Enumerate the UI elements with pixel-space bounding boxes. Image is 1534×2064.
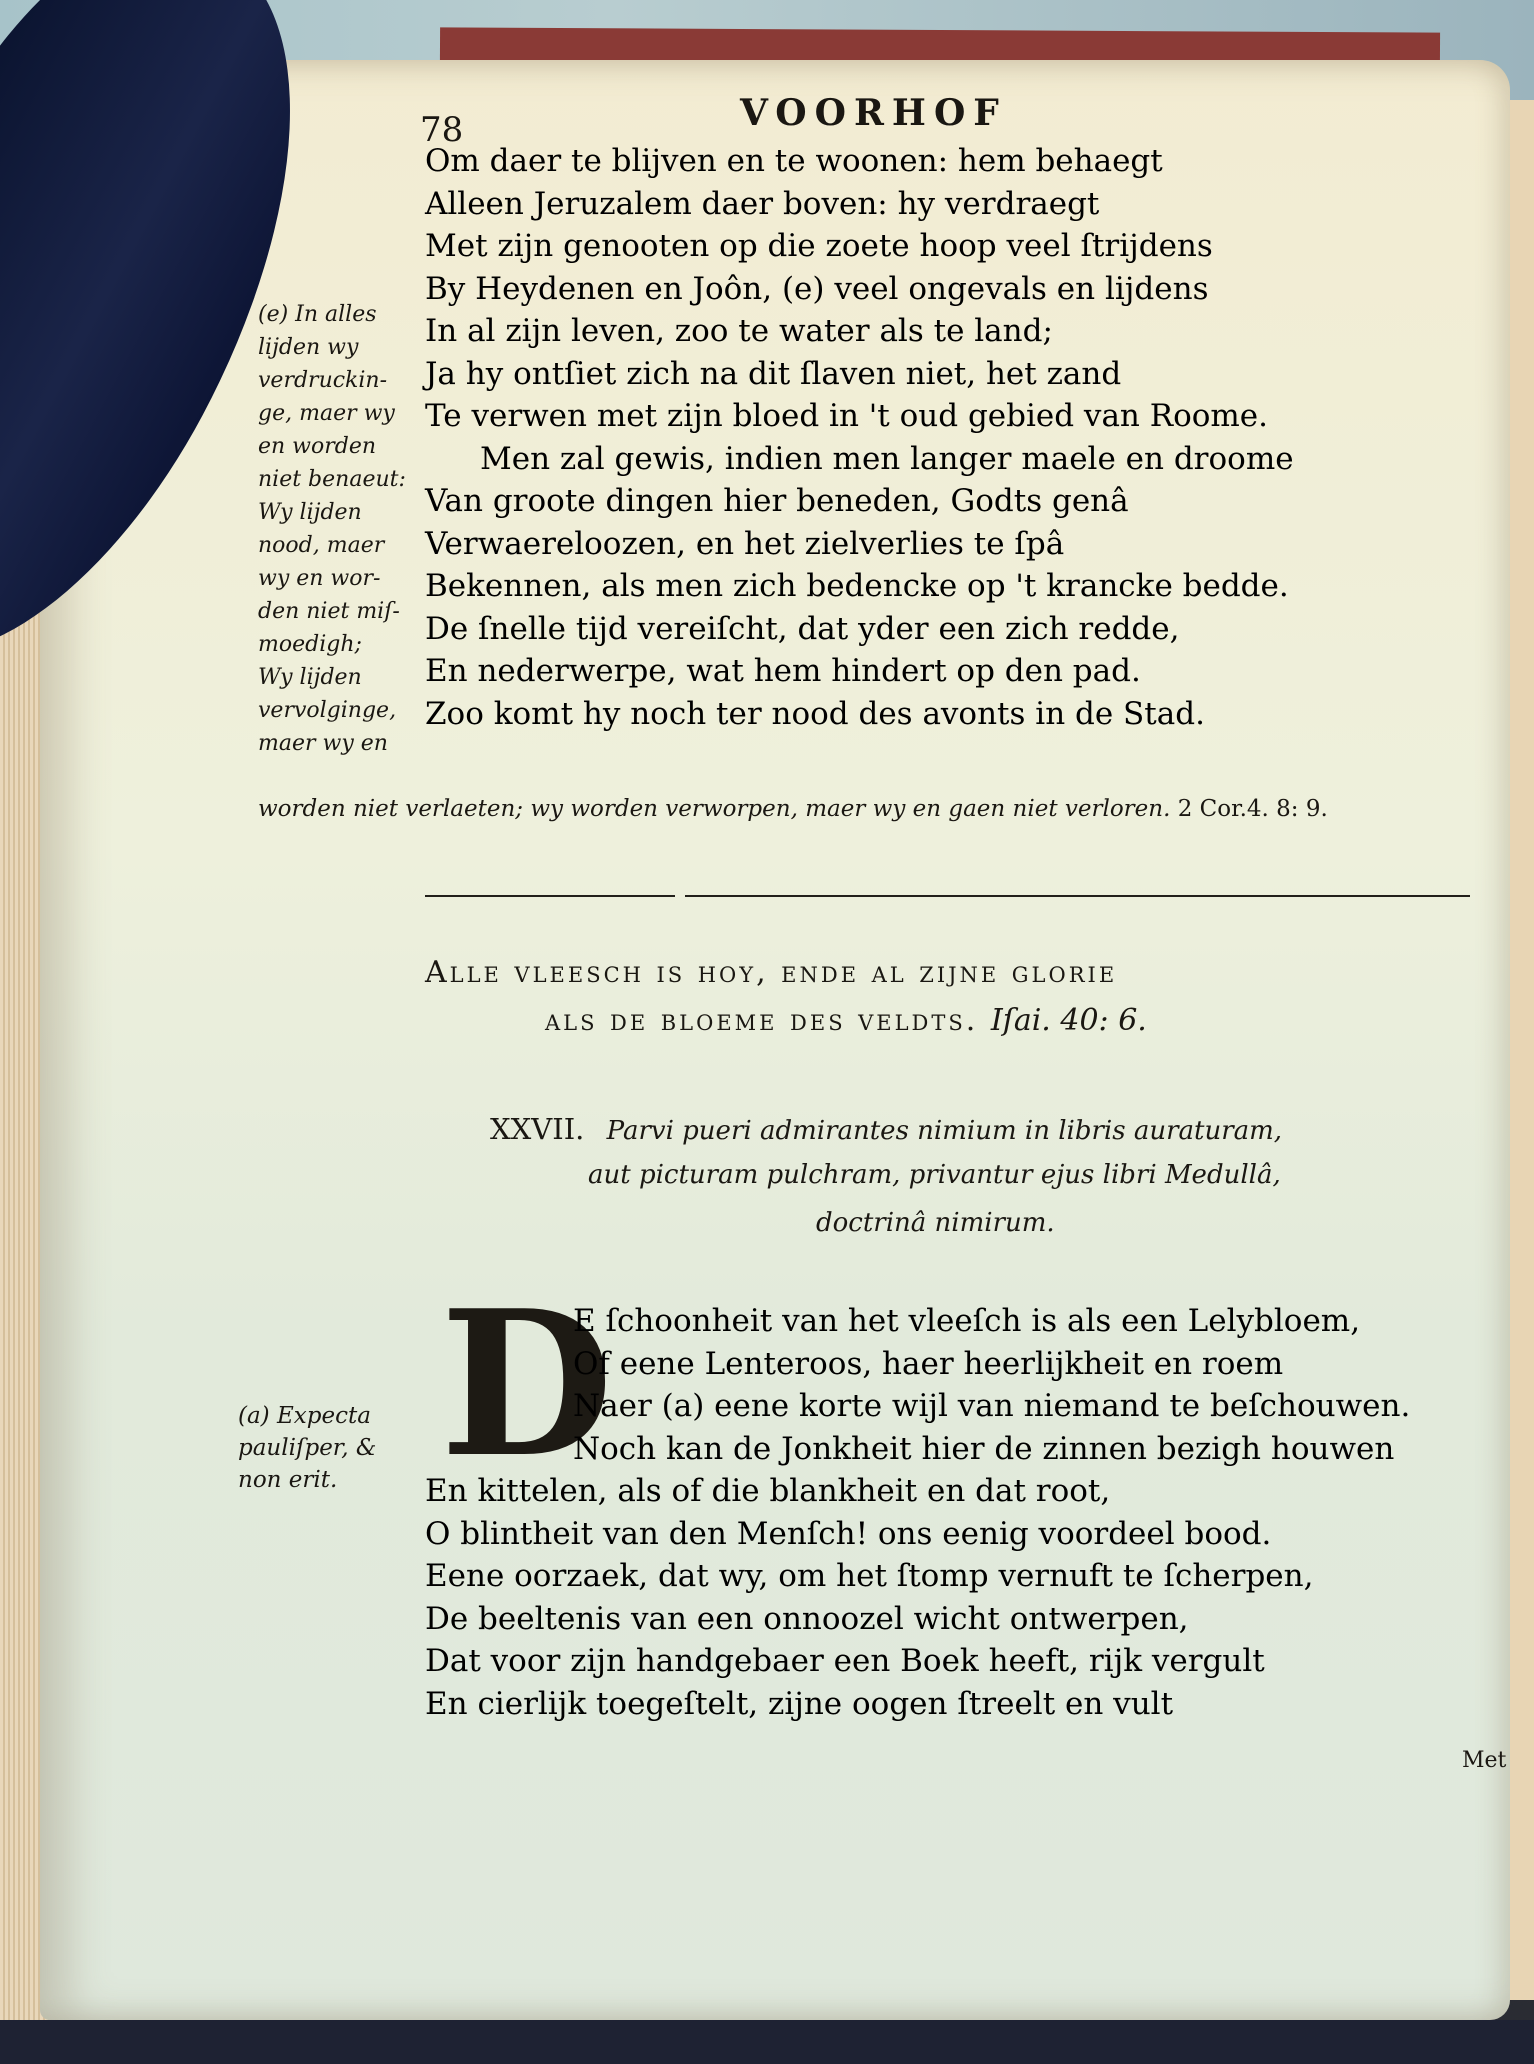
margin-note-line: vervolginge, <box>258 698 397 723</box>
running-title: VOORHOF <box>740 92 1007 134</box>
latin-line-2: aut picturam pulchram, privantur ejus libri Medullâ, <box>588 1160 1281 1190</box>
motto-text: als de bloeme des veldts. <box>545 1003 979 1038</box>
margin-note-line: Wy lijden <box>258 500 362 525</box>
poem-line: By Heydenen en Joôn, (e) veel ongevals en lijdens <box>425 270 1209 307</box>
motto-line-2 <box>545 1003 1147 1038</box>
poem-stanza-1 <box>425 140 1294 735</box>
margin-note-line: lijden wy <box>258 335 359 360</box>
poem-line: E ſchoonheit van het vleeſch is als een Lelybloem, <box>573 1303 1361 1339</box>
poem-line: En cierlijk toegeſtelt, zijne oogen ſtreelt en vult <box>425 1685 1174 1722</box>
latin-text: Parvi pueri admirantes nimium in libris auraturam, <box>606 1116 1283 1146</box>
latin-line-1 <box>490 1112 1282 1146</box>
poem-line: O blintheit van den Menſch! ons eenig voordeel bood. <box>425 1515 1272 1552</box>
motto-reference: Iſai. 40: 6. <box>990 1003 1147 1038</box>
poem-line: Met zijn genooten op die zoete hoop veel ſtrijdens <box>425 228 1213 264</box>
poem-line: En nederwerpe, wat hem hindert op den pad. <box>425 653 1141 689</box>
footnote-text: worden niet verlaeten; wy worden verworpen, maer wy en gaen niet verloren. <box>258 796 1171 822</box>
margin-note-line: (a) Expecta <box>238 1403 371 1429</box>
poem-line: Eene oorzaek, dat wy, om het ſtomp vernuft te ſcherpen, <box>425 1558 1314 1594</box>
catchword: Met <box>1462 1748 1507 1773</box>
footnote-reference: 2 Cor.4. 8: 9. <box>1177 796 1328 822</box>
poem-line: Ja hy ontſiet zich na dit ſlaven niet, het zand <box>425 355 1122 392</box>
poem-line: Naer (a) eene korte wijl van niemand te beſchouwen. <box>573 1388 1411 1424</box>
poem-line: Noch kan de Jonkheit hier de zinnen bezigh houwen <box>573 1430 1395 1467</box>
table-surface <box>0 2020 1534 2064</box>
divider-rule <box>685 895 1470 897</box>
margin-note-line: pauliſper, & <box>238 1435 377 1461</box>
margin-note-e <box>258 298 406 760</box>
poem-line: Bekennen, als men zich bedencke op 't krancke bedde. <box>425 568 1289 604</box>
emblem-number: XXVII. <box>490 1112 585 1146</box>
margin-note-line: maer wy en <box>258 731 388 756</box>
margin-note-line: (e) In alles <box>258 302 377 327</box>
margin-note-line: den niet miſ- <box>258 599 400 624</box>
poem-line: Dat voor zijn handgebaer een Boek heeft, rijk vergult <box>425 1643 1265 1679</box>
poem-line: Zoo komt hy noch ter nood des avonts in de Stad. <box>425 695 1205 732</box>
drop-capital: D <box>440 1267 614 1502</box>
margin-note-line: moedigh; <box>258 632 362 657</box>
page-number: 78 <box>420 110 464 150</box>
footnote-line <box>258 796 1328 822</box>
poem-line: Men zal gewis, indien men langer maele en droome <box>480 440 1294 477</box>
poem-line: Alleen Jeruzalem daer boven: hy verdraegt <box>425 185 1100 222</box>
poem-line: Of eene Lenteroos, haer heerlijkheit en roem <box>573 1345 1284 1382</box>
poem-stanza-2 <box>425 1300 1410 1725</box>
margin-note-line: Wy lijden <box>258 665 362 690</box>
poem-line: In al zijn leven, zoo te water als te land; <box>425 313 1053 349</box>
poem-line: Te verwen met zijn bloed in 't oud gebied van Roome. <box>425 398 1269 434</box>
margin-note-line: niet benaeut: <box>258 467 406 492</box>
margin-note-a <box>238 1400 376 1496</box>
poem-line: Om daer te blijven en te woonen: hem behaegt <box>425 143 1163 179</box>
poem-line: De ſnelle tijd vereiſcht, dat yder een zich redde, <box>425 610 1180 647</box>
poem-line: En kittelen, als of die blankheit en dat root, <box>425 1473 1111 1509</box>
margin-note-line: verdruckin- <box>258 368 388 393</box>
latin-line-3: doctrinâ nimirum. <box>816 1208 1055 1238</box>
margin-note-line: nood, maer <box>258 533 385 558</box>
poem-line: De beeltenis van een onnoozel wicht ontwerpen, <box>425 1600 1189 1637</box>
poem-line: Verwaereloozen, en het zielverlies te ſpâ <box>425 525 1065 562</box>
motto-line-1: Alle vleesch is hoy, ende al zijne glorie <box>425 955 1118 990</box>
divider-rule <box>425 895 675 897</box>
margin-note-line: non erit. <box>238 1467 338 1493</box>
margin-note-line: wy en wor- <box>258 566 381 591</box>
poem-line: Van groote dingen hier beneden, Godts genâ <box>425 483 1129 519</box>
margin-note-line: ge, maer wy <box>258 401 395 426</box>
margin-note-line: en worden <box>258 434 377 459</box>
